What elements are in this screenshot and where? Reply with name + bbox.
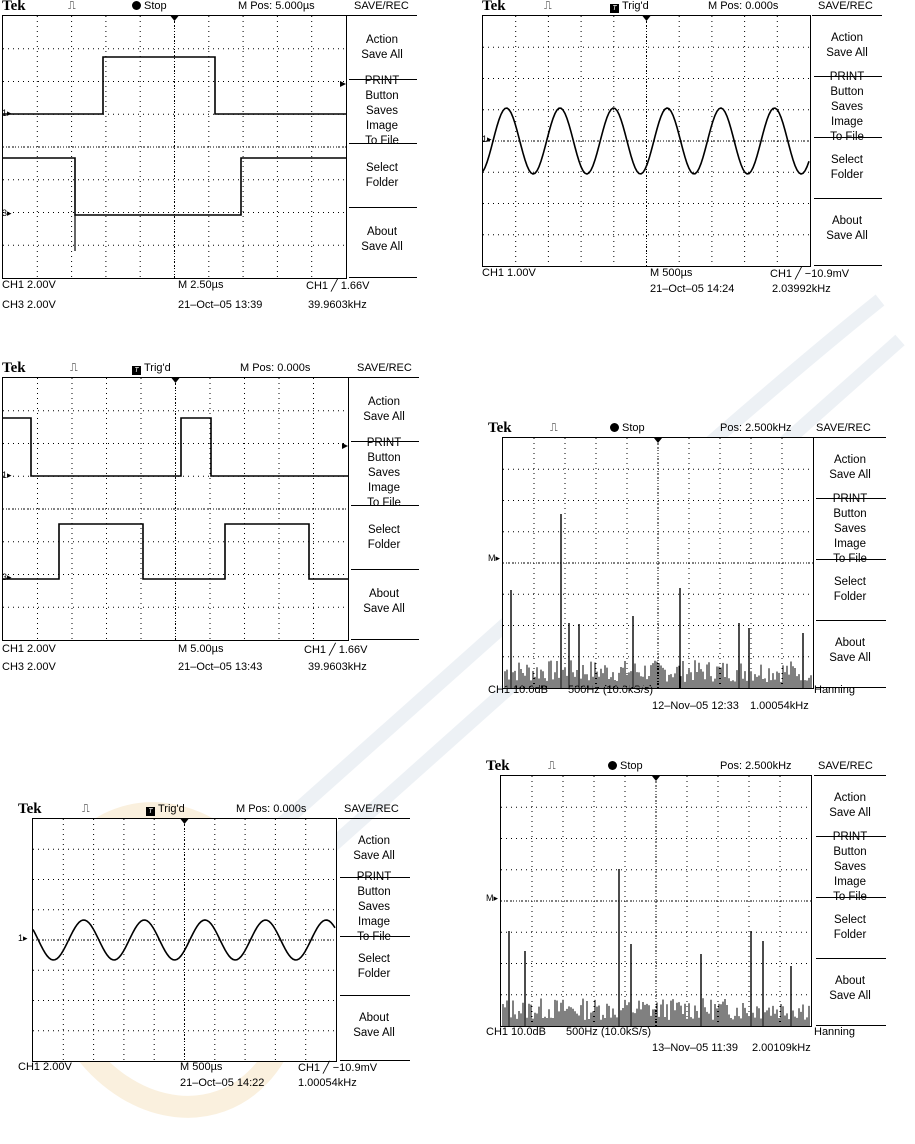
trigger-level: CH1 ╱ 1.66V: [304, 644, 368, 656]
status-stop: Stop: [610, 422, 645, 434]
ch1-marker: 1▸: [2, 470, 12, 480]
menu-item-2[interactable]: PRINT Button Saves Image To File: [832, 830, 868, 903]
grid: [3, 16, 346, 278]
scope-screenshot-a: [2, 0, 422, 312]
ch1-scale: CH1 2.00V: [2, 643, 56, 655]
timebase: M 5.00µs: [178, 643, 224, 655]
menu-title: SAVE/REC: [344, 803, 399, 815]
timestamp: 12–Nov–05 12:33: [652, 700, 739, 712]
math-scale: CH1 10.0dB: [486, 1026, 546, 1038]
graticule: [483, 16, 810, 266]
menu-item-3[interactable]: Select Folder: [365, 161, 399, 189]
trigger-position-icon: [652, 776, 660, 781]
timestamp: 21–Oct–05 14:24: [650, 283, 735, 295]
scope-screenshot-f: [486, 760, 910, 1060]
trigger-level: CH1 ╱ 1.66V: [306, 280, 370, 292]
menu-item-3[interactable]: Select Folder: [367, 523, 401, 551]
ch1-marker: 1▸: [482, 134, 492, 144]
brand-label: Tek: [486, 758, 510, 774]
mpos-readout: M Pos: 0.000s: [708, 0, 779, 12]
trigger-icon: T: [610, 4, 619, 13]
trigger-icon: T: [132, 366, 141, 375]
side-menu: [814, 775, 886, 1025]
math-marker: M▸: [488, 553, 501, 563]
acquire-icon: ⎍: [550, 422, 558, 434]
timestamp: 13–Nov–05 11:39: [652, 1042, 739, 1054]
graticule: [3, 378, 348, 640]
frequency: 1.00054kHz: [298, 1077, 357, 1089]
trigger-level: CH1 ╱ −10.9mV: [298, 1062, 378, 1074]
acquire-icon: ⎍: [548, 760, 556, 772]
trigger-level-icon: [342, 443, 348, 449]
menu-item-2[interactable]: PRINT Button Saves Image To File: [832, 492, 868, 565]
menu-title: SAVE/REC: [354, 0, 409, 12]
waveform-screen: [2, 377, 349, 641]
math-scale: CH1 10.0dB: [488, 684, 548, 696]
menu-item-1[interactable]: Action Save All: [829, 792, 871, 820]
menu-item-4[interactable]: About Save All: [353, 1011, 395, 1039]
status-trigd: T Trig'd: [610, 0, 649, 13]
frequency: 39.9603kHz: [308, 661, 367, 673]
math-marker: M▸: [486, 893, 499, 903]
menu-item-3[interactable]: Select Folder: [357, 952, 391, 980]
waveform-screen: [482, 15, 811, 267]
timestamp: 21–Oct–05 13:43: [178, 661, 263, 673]
ch1-scale: CH1 2.00V: [18, 1061, 72, 1073]
ch1-scale: CH1 2.00V: [2, 279, 56, 291]
acquire-icon: ⎍: [544, 0, 552, 12]
acquire-icon: ⎍: [68, 0, 76, 12]
timestamp: 21–Oct–05 13:39: [178, 299, 263, 311]
pos-readout: Pos: 2.500kHz: [720, 760, 792, 772]
acquire-icon: ⎍: [70, 362, 78, 374]
side-menu: [347, 15, 417, 277]
trigger-position-icon: [172, 378, 180, 383]
pos-readout: Pos: 2.500kHz: [720, 422, 792, 434]
grid: [501, 776, 811, 1026]
spectrum-screen: [502, 437, 814, 689]
window-type: Hanning: [814, 1026, 855, 1038]
scope-screenshot-b: [482, 0, 907, 300]
trigger-position-icon: [643, 16, 651, 21]
side-menu: [349, 377, 419, 639]
mpos-readout: M Pos: 0.000s: [240, 362, 311, 374]
menu-item-3[interactable]: Select Folder: [833, 576, 867, 604]
timebase: M 500µs: [650, 267, 693, 279]
trigger-icon: T: [146, 807, 155, 816]
menu-item-2[interactable]: PRINT Button Saves Image To File: [356, 871, 392, 944]
menu-item-2[interactable]: PRINT Button Saves Image To File: [829, 70, 865, 143]
ch1-scale: CH1 1.00V: [482, 267, 536, 279]
trigger-position-icon: [181, 819, 189, 824]
trigger-position-icon: [171, 16, 179, 21]
waveform-screen: [2, 15, 347, 279]
mpos-readout: M Pos: 5.000µs: [238, 0, 315, 12]
timebase: M 500µs: [180, 1061, 223, 1073]
scope-screenshot-d: [488, 422, 910, 722]
side-menu: [814, 437, 886, 687]
span-readout: 500Hz (10.0kS/s): [568, 684, 653, 696]
menu-item-1[interactable]: Action Save All: [829, 454, 871, 482]
graticule: [33, 819, 336, 1061]
menu-item-4[interactable]: About Save All: [829, 975, 871, 1003]
menu-item-3[interactable]: Select Folder: [833, 914, 867, 942]
brand-label: Tek: [2, 0, 26, 14]
waveform-screen: [32, 818, 337, 1062]
menu-title: SAVE/REC: [816, 422, 871, 434]
spectrum-screen: [500, 775, 812, 1027]
side-menu: [338, 818, 410, 1060]
side-menu: [812, 15, 882, 265]
trigger-level: CH1 ╱ −10.9mV: [770, 268, 850, 280]
menu-title: SAVE/REC: [818, 0, 873, 12]
menu-item-1[interactable]: Action Save All: [353, 834, 395, 862]
brand-label: Tek: [18, 801, 42, 817]
menu-item-4[interactable]: About Save All: [361, 225, 403, 253]
ch3-marker: 3▸: [2, 572, 12, 582]
status-stop: Stop: [132, 0, 167, 12]
status-trigd: T Trig'd: [132, 362, 171, 375]
stop-icon: [610, 423, 619, 432]
menu-item-4[interactable]: About Save All: [826, 215, 868, 243]
ch1-marker: 1▸: [2, 108, 12, 118]
menu-item-4[interactable]: About Save All: [829, 637, 871, 665]
frequency: 39.9603kHz: [308, 299, 367, 311]
ch3-marker: 3▸: [2, 208, 12, 218]
acquire-icon: ⎍: [82, 803, 90, 815]
trigger-position-icon: [654, 438, 662, 443]
grid: [503, 438, 813, 688]
scope-screenshot-e: [18, 803, 418, 1103]
menu-item-2[interactable]: PRINT Button Saves Image To File: [366, 437, 402, 510]
graticule: [501, 776, 811, 1026]
scope-screenshot-c: [2, 362, 422, 682]
menu-title: SAVE/REC: [818, 760, 873, 772]
status-trigd: T Trig'd: [146, 803, 185, 816]
menu-item-2[interactable]: PRINT Button Saves Image To File: [364, 75, 400, 148]
ch3-scale: CH3 2.00V: [2, 661, 56, 673]
menu-item-1[interactable]: Action Save All: [363, 395, 405, 423]
ch3-scale: CH3 2.00V: [2, 299, 56, 311]
timebase: M 2.50µs: [178, 279, 224, 291]
frequency: 2.03992kHz: [772, 283, 831, 295]
grid: [3, 378, 348, 640]
mpos-readout: M Pos: 0.000s: [236, 803, 307, 815]
ch1-marker: 1▸: [18, 933, 28, 943]
span-readout: 500Hz (10.0kS/s): [566, 1026, 651, 1038]
menu-title: SAVE/REC: [357, 362, 412, 374]
brand-label: Tek: [482, 0, 506, 14]
menu-item-1[interactable]: Action Save All: [361, 33, 403, 61]
brand-label: Tek: [488, 420, 512, 436]
menu-item-4[interactable]: About Save All: [363, 587, 405, 615]
status-stop: Stop: [608, 760, 643, 772]
stop-icon: [608, 761, 617, 770]
grid: [33, 819, 336, 1061]
graticule: [503, 438, 813, 688]
menu-item-1[interactable]: Action Save All: [826, 32, 868, 60]
frequency: 2.00109kHz: [752, 1042, 811, 1054]
frequency: 1.00054kHz: [750, 700, 809, 712]
stop-icon: [132, 1, 141, 10]
timestamp: 21–Oct–05 14:22: [180, 1077, 265, 1089]
brand-label: Tek: [2, 360, 26, 376]
window-type: Hanning: [814, 684, 855, 696]
menu-item-3[interactable]: Select Folder: [830, 154, 864, 182]
graticule: [3, 16, 346, 278]
